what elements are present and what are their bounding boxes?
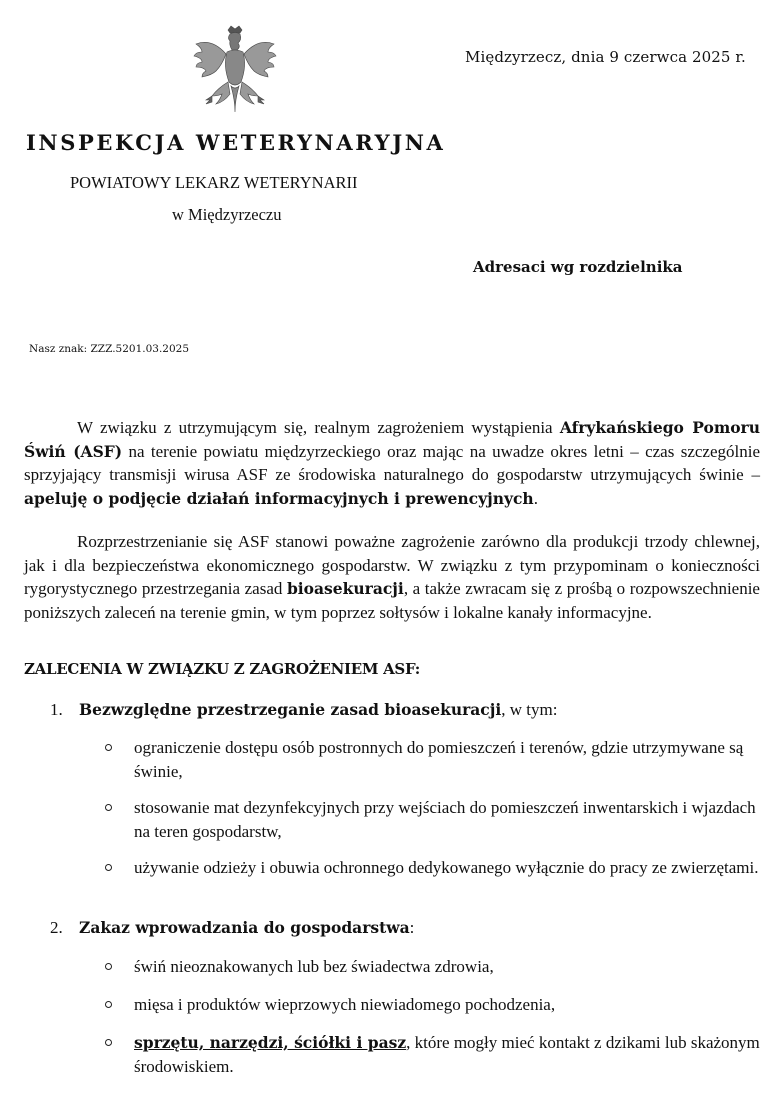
reference-number: Nasz znak: ZZZ.5201.03.2025 xyxy=(29,343,190,355)
recommendations-heading: ZALECENIA W ZWIĄZKU Z ZAGROŻENIEM ASF: xyxy=(24,660,420,678)
paragraph-intro: W związku z utrzymującym się, realnym zagrożeniem wystąpienia Afrykańskiego Pomoru Świń (ASF) na terenie powiatu międzyrzeckiego oraz mając na uwadze okres letni – czas szczególnie sprzyjający transmisji wirusa ASF ze środowiska naturalnego do gospodarstw utrzymujących świnie – apeluję o podjęcie działań informacyjnych i prewencyjnych. xyxy=(24,418,760,508)
list-item: sprzętu, narzędzi, ściółki i pasz, które mogły mieć kontakt z dzikami lub skażonym środowiskiem. xyxy=(105,1031,765,1078)
list-item: ograniczenie dostępu osób postronnych do pomieszczeń i terenów, gdzie utrzymywane są świnie, xyxy=(105,736,765,783)
paragraph-biosecurity: Rozprzestrzenianie się ASF stanowi poważne zagrożenie zarówno dla produkcji trzody chlewnej, jak i dla bezpieczeństwa ekonomicznego gospodarstw. W związku z tym przypominam o konieczności rygorystycznego przestrzegania zasad bioasekuracji, a także zwracam się z prośbą o rozpowszechnienie poniższych zaleceń na terenie gmin, w tym poprzez sołtysów i lokalne kanały informacyjne. xyxy=(24,532,760,622)
bullet-circle-icon xyxy=(105,1039,112,1046)
office-name: POWIATOWY LEKARZ WETERYNARII xyxy=(70,173,358,192)
item-number: 1. xyxy=(50,700,63,719)
list-item: mięsa i produktów wieprzowych niewiadomego pochodzenia, xyxy=(105,993,765,1017)
office-city: w Międzyrzeczu xyxy=(172,205,282,224)
list-item: stosowanie mat dezynfekcyjnych przy wejściach do pomieszczeń inwentarskich i wjazdach na teren gospodarstw, xyxy=(105,796,765,843)
place-and-date: Międzyrzecz, dnia 9 czerwca 2025 r. xyxy=(465,48,746,66)
equipment-term: sprzętu, narzędzi, ściółki i pasz xyxy=(134,1033,407,1052)
list-item: używanie odzieży i obuwia ochronnego dedykowanego wyłącznie do pracy ze zwierzętami. xyxy=(105,856,765,880)
bullet-circle-icon xyxy=(105,963,112,970)
list-item: świń nieoznakowanych lub bez świadectwa zdrowia, xyxy=(105,955,765,979)
bullet-circle-icon xyxy=(105,1001,112,1008)
bullet-circle-icon xyxy=(105,744,112,751)
addressee: Adresaci wg rozdzielnika xyxy=(473,258,683,276)
recommendation-item-2: 2. Zakaz wprowadzania do gospodarstwa: xyxy=(50,918,415,937)
bullet-circle-icon xyxy=(105,804,112,811)
polish-eagle-emblem-icon xyxy=(190,24,280,124)
recommendation-item-1: 1. Bezwzględne przestrzeganie zasad bioasekuracji, w tym: xyxy=(50,700,558,719)
institution-title: INSPEKCJA WETERYNARYJNA xyxy=(26,130,446,155)
asf-name: Afrykańskiego Pomoru Świń (ASF) xyxy=(24,418,760,461)
biosecurity-term: bioasekuracji xyxy=(286,579,404,598)
item-number: 2. xyxy=(50,918,63,937)
item-title: Zakaz wprowadzania do gospodarstwa xyxy=(79,918,410,937)
bullet-circle-icon xyxy=(105,864,112,871)
item-title: Bezwzględne przestrzeganie zasad bioasekuracji xyxy=(79,700,502,719)
appeal-text: apeluję o podjęcie działań informacyjnych i prewencyjnych xyxy=(24,488,534,508)
